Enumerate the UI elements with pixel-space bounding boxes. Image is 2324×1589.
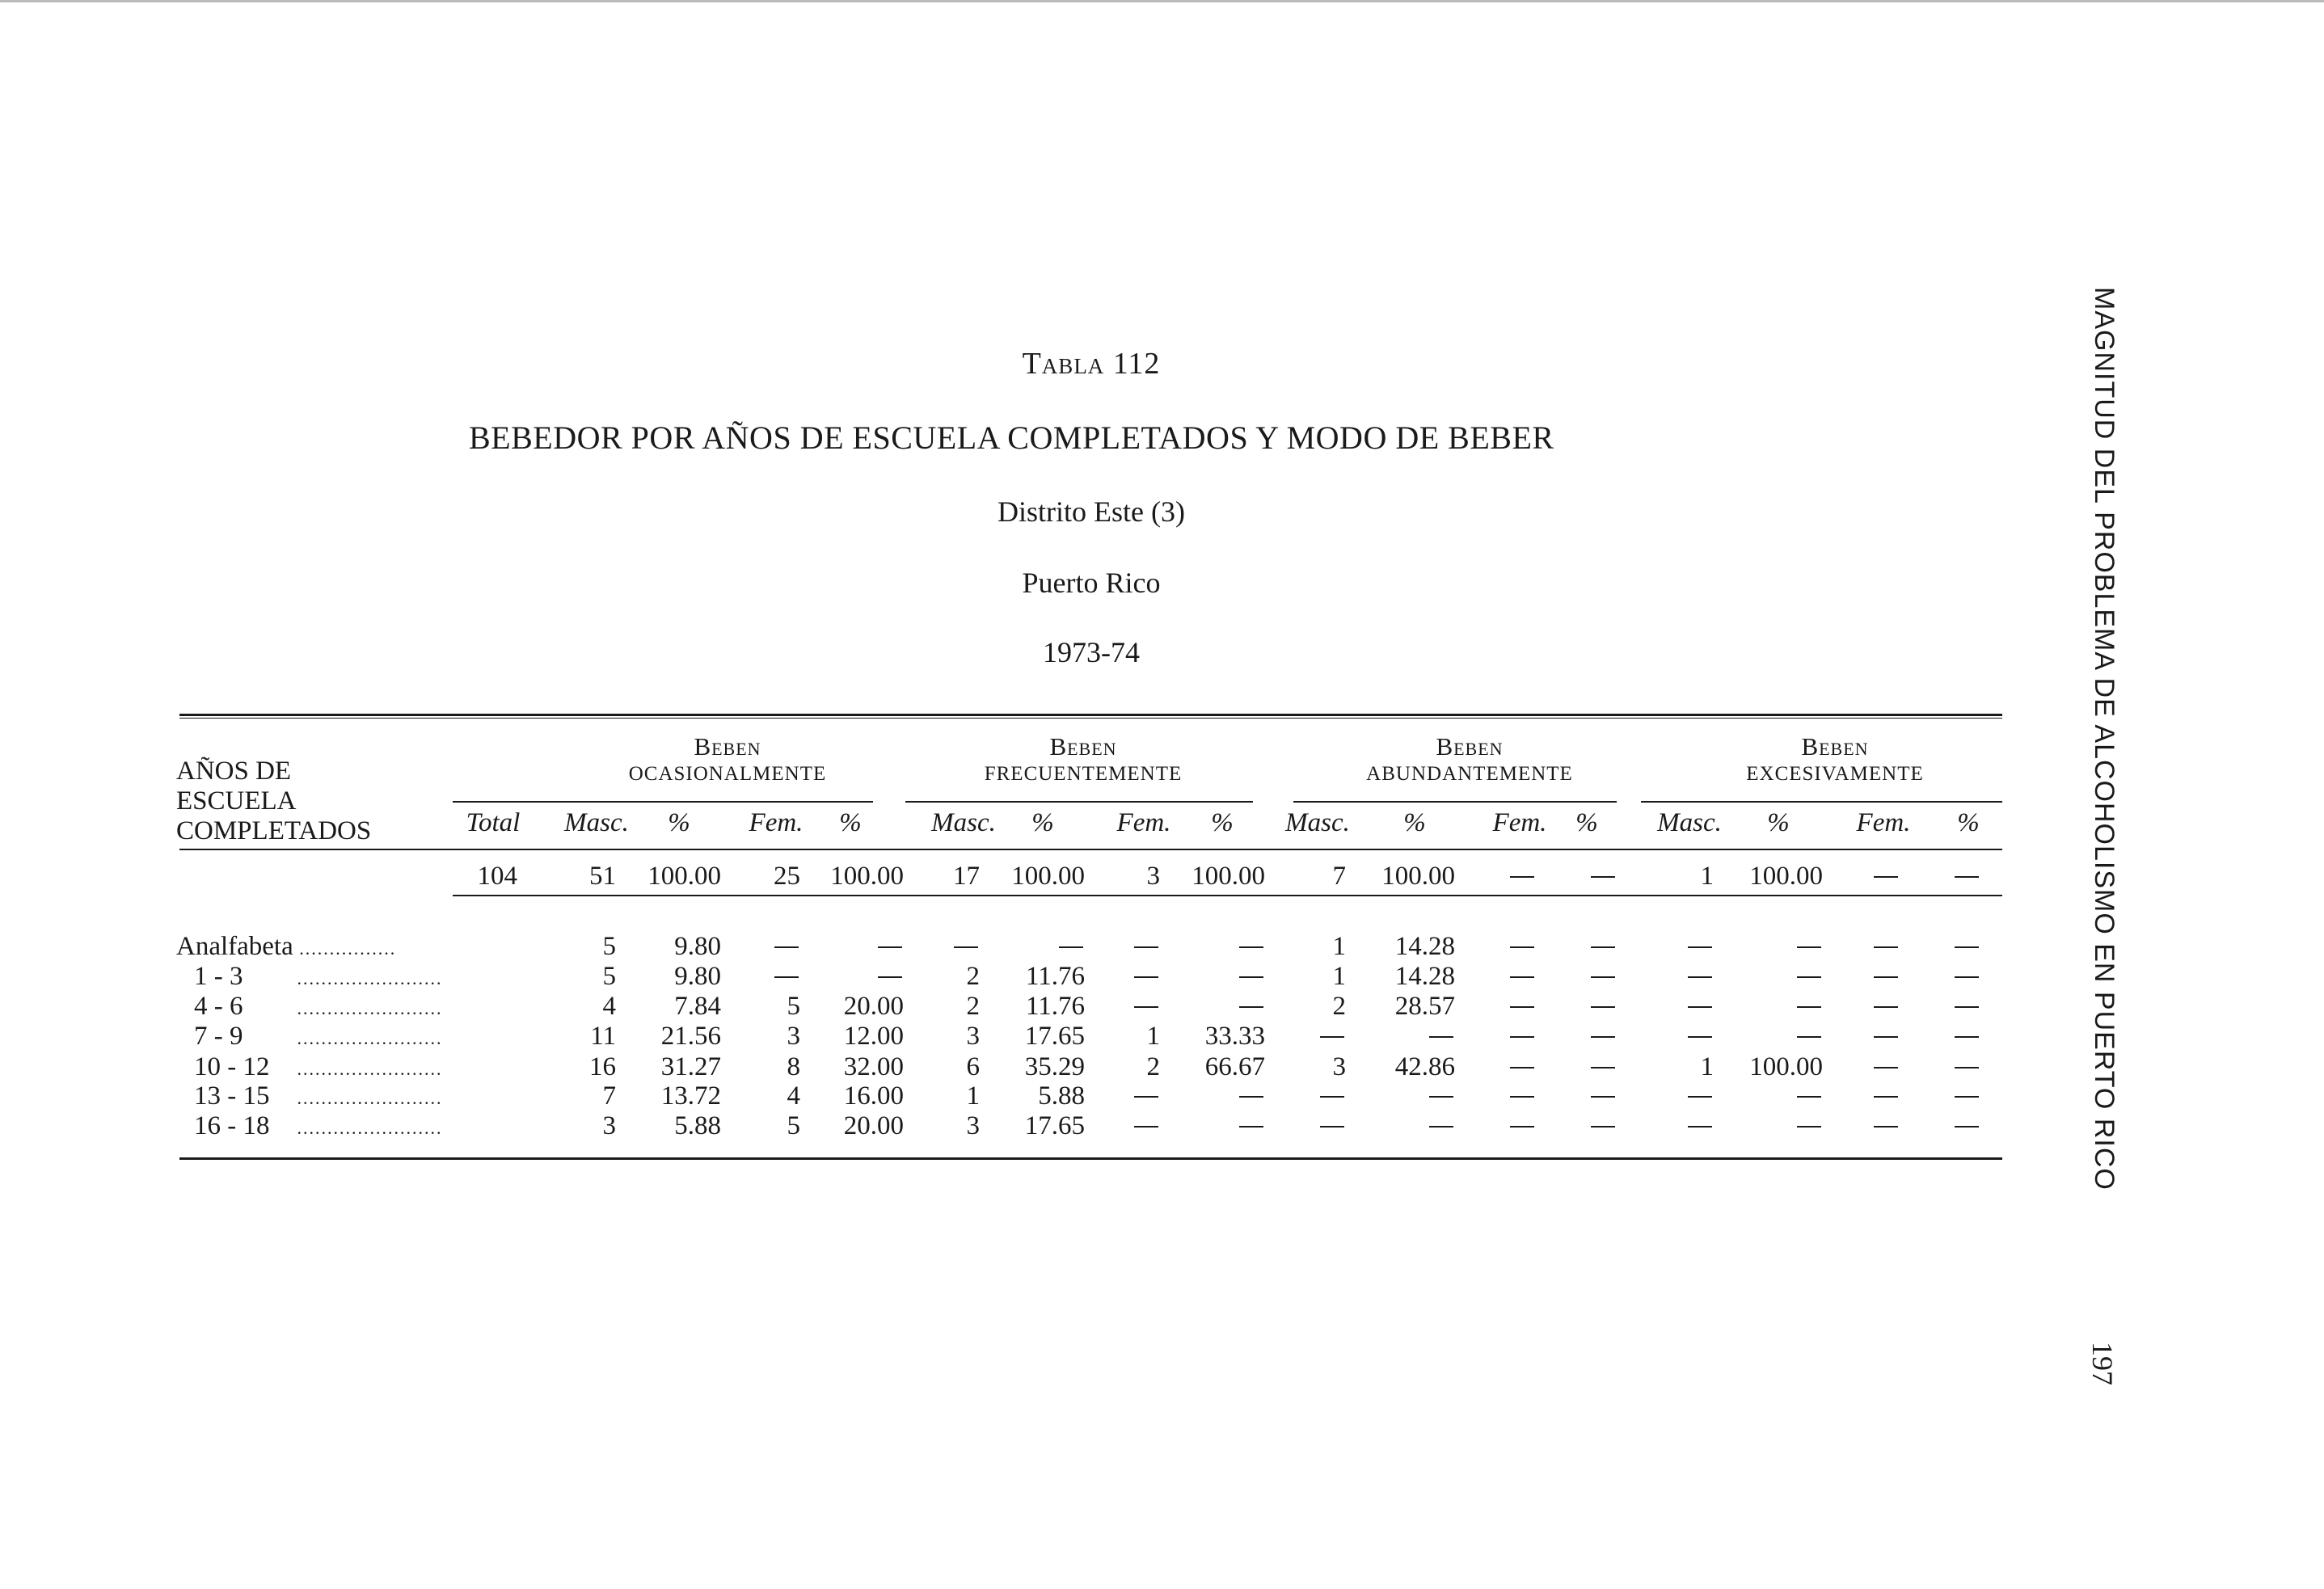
empty-cell-dash (1955, 1126, 1979, 1127)
empty-cell-dash (1510, 1006, 1534, 1008)
table-cell: 1 (1700, 1052, 1714, 1081)
group-header-top: Beben (1049, 732, 1117, 761)
empty-cell-dash (1688, 1036, 1712, 1038)
place-subtitle: Puerto Rico (1022, 567, 1161, 599)
table-cell: 3 (787, 1022, 800, 1051)
empty-cell-dash (1134, 1006, 1158, 1008)
empty-cell-dash (1688, 1126, 1712, 1127)
column-header: % (668, 808, 690, 837)
table-cell: 2 (966, 962, 980, 991)
district-subtitle: Distrito Este (3) (998, 495, 1185, 528)
group-header-top: Beben (1801, 732, 1869, 761)
empty-cell-dash (1510, 876, 1534, 878)
empty-cell-dash (1239, 1006, 1263, 1008)
leader-dots: ........................ (291, 1088, 443, 1108)
group-header (905, 732, 1261, 786)
table-cell: 28.57 (1394, 992, 1455, 1021)
table-bottom-rule (179, 1157, 2002, 1160)
empty-cell-dash (1591, 1036, 1615, 1038)
empty-cell-dash (878, 976, 902, 978)
table-cell: 1 (1146, 1022, 1160, 1051)
table-cell: 5.88 (674, 1111, 721, 1140)
table-cell: 5.88 (1038, 1081, 1085, 1111)
column-header-rule (179, 849, 2002, 850)
table-cell: 1 (1700, 862, 1714, 891)
table-cell: 33.33 (1204, 1022, 1265, 1051)
group-rule (1641, 801, 2002, 803)
table-cell: 100.00 (1749, 1052, 1823, 1081)
table-cell: 14.28 (1394, 962, 1455, 991)
table-title: BEBEDOR POR AÑOS DE ESCUELA COMPLETADOS Y MODO DE BEBER (469, 419, 1554, 456)
table-cell: 16.00 (843, 1081, 904, 1111)
stub-header-line: ESCUELA (176, 786, 297, 816)
empty-cell-dash (1134, 946, 1158, 948)
empty-cell-dash (1874, 1126, 1898, 1127)
row-label (176, 1022, 443, 1052)
group-rule (1293, 801, 1617, 803)
table-top-rule (179, 714, 2002, 716)
table-cell: 5 (787, 1111, 800, 1140)
table-cell: 1 (966, 1081, 980, 1111)
group-header-top: Beben (1436, 732, 1504, 761)
empty-cell-dash (1591, 1126, 1615, 1127)
empty-cell-dash (1320, 1096, 1344, 1098)
empty-cell-dash (1874, 1096, 1898, 1098)
table-cell: 32.00 (843, 1052, 904, 1081)
stub-header-line: COMPLETADOS (176, 816, 372, 845)
table-cell: 6 (966, 1052, 980, 1081)
table-cell: 4 (787, 1081, 800, 1111)
leader-dots: ........................ (291, 1028, 443, 1048)
column-header: % (1767, 808, 1790, 837)
empty-cell-dash (1239, 1096, 1263, 1098)
table-cell: 16 (589, 1052, 616, 1081)
group-header-bottom: EXCESIVAMENTE (1746, 763, 1924, 785)
table-cell: 11.76 (1025, 992, 1085, 1021)
empty-cell-dash (1510, 1036, 1534, 1038)
table-cell: 35.29 (1024, 1052, 1085, 1081)
empty-cell-dash (878, 946, 902, 948)
group-header-top: Beben (694, 732, 761, 761)
empty-cell-dash (1320, 1126, 1344, 1127)
empty-cell-dash (1688, 976, 1712, 978)
table-cell: 20.00 (843, 1111, 904, 1140)
table-cell: 51 (589, 862, 616, 891)
table-cell: 20.00 (843, 992, 904, 1021)
table-cell: 11.76 (1025, 962, 1085, 991)
empty-cell-dash (1510, 1067, 1534, 1068)
row-label-text: 10 - 12 (194, 1052, 270, 1081)
table-cell: 3 (602, 1111, 616, 1140)
empty-cell-dash (774, 946, 799, 948)
empty-cell-dash (1429, 1126, 1453, 1127)
table-cell: 3 (1146, 862, 1160, 891)
table-cell: 1 (1332, 932, 1346, 961)
empty-cell-dash (1591, 1006, 1615, 1008)
table-cell: 100.00 (1749, 862, 1823, 891)
empty-cell-dash (1688, 1096, 1712, 1098)
empty-cell-dash (1955, 876, 1979, 878)
empty-cell-dash (1797, 1006, 1821, 1008)
table-cell: 4 (602, 992, 616, 1021)
leader-dots: ........................ (291, 998, 443, 1018)
column-header: Fem. (749, 808, 803, 837)
table-cell: 9.80 (674, 962, 721, 991)
empty-cell-dash (1688, 946, 1712, 948)
row-label-text: Analfabeta (176, 932, 293, 961)
row-label (176, 992, 443, 1022)
table-cell: 100.00 (1192, 862, 1265, 891)
table-cell: 100.00 (830, 862, 904, 891)
row-label (176, 1052, 443, 1082)
empty-cell-dash (1874, 1067, 1898, 1068)
table-cell: 3 (1332, 1052, 1346, 1081)
table-cell: 11 (590, 1022, 616, 1051)
empty-cell-dash (1510, 1126, 1534, 1127)
column-header: % (839, 808, 862, 837)
leader-dots: ........................ (291, 968, 443, 988)
empty-cell-dash (1955, 1006, 1979, 1008)
empty-cell-dash (1059, 946, 1083, 948)
empty-cell-dash (1591, 876, 1615, 878)
empty-cell-dash (1874, 946, 1898, 948)
table-cell: 3 (966, 1022, 980, 1051)
empty-cell-dash (1874, 876, 1898, 878)
empty-cell-dash (1510, 1096, 1534, 1098)
empty-cell-dash (1320, 1036, 1344, 1038)
empty-cell-dash (1797, 1126, 1821, 1127)
leader-dots: ........................ (291, 1118, 443, 1138)
row-label-text: 1 - 3 (194, 962, 243, 991)
table-cell: 5 (787, 992, 800, 1021)
running-title: MAGNITUD DEL PROBLEMA DE ALCOHOLISMO EN PUERTO RICO (2089, 287, 2119, 1191)
table-cell: 21.56 (660, 1022, 721, 1051)
empty-cell-dash (954, 946, 978, 948)
table-cell: 17 (953, 862, 980, 891)
totals-rule (453, 895, 2002, 896)
row-label-text: 7 - 9 (194, 1022, 243, 1051)
empty-cell-dash (1239, 946, 1263, 948)
table-cell: 42.86 (1394, 1052, 1455, 1081)
table-cell: 25 (774, 862, 800, 891)
table-cell: 1 (1332, 962, 1346, 991)
column-header: Masc. (1285, 808, 1350, 837)
table-cell: 31.27 (660, 1052, 721, 1081)
empty-cell-dash (1955, 946, 1979, 948)
table-cell: 12.00 (843, 1022, 904, 1051)
empty-cell-dash (1797, 1096, 1821, 1098)
empty-cell-dash (1797, 1036, 1821, 1038)
group-header (1657, 732, 2013, 786)
group-header-bottom: FRECUENTEMENTE (984, 763, 1183, 785)
row-label (176, 962, 443, 992)
table-cell: 14.28 (1394, 932, 1455, 961)
table-cell: 66.67 (1204, 1052, 1265, 1081)
empty-cell-dash (1874, 1036, 1898, 1038)
empty-cell-dash (774, 976, 799, 978)
empty-cell-dash (1134, 1096, 1158, 1098)
leader-dots: ........................ (291, 1059, 443, 1079)
row-label (176, 1111, 443, 1141)
group-header (550, 732, 905, 786)
row-label-text: 4 - 6 (194, 992, 243, 1021)
empty-cell-dash (1955, 1067, 1979, 1068)
empty-cell-dash (1239, 1126, 1263, 1127)
empty-cell-dash (1134, 1126, 1158, 1127)
group-header (1292, 732, 1647, 786)
table-cell: 13.72 (660, 1081, 721, 1111)
empty-cell-dash (1797, 946, 1821, 948)
table-cell: 17.65 (1024, 1022, 1085, 1051)
column-header: % (1211, 808, 1234, 837)
empty-cell-dash (1429, 1036, 1453, 1038)
table-cell: 5 (602, 932, 616, 961)
table-cell: 7.84 (674, 992, 721, 1021)
table-cell: 17.65 (1024, 1111, 1085, 1140)
column-header: Masc. (931, 808, 996, 837)
column-header: Masc. (1657, 808, 1722, 837)
empty-cell-dash (1955, 1096, 1979, 1098)
column-header: % (1575, 808, 1598, 837)
column-header: % (1403, 808, 1426, 837)
column-header: Fem. (1492, 808, 1547, 837)
empty-cell-dash (1955, 1036, 1979, 1038)
empty-cell-dash (1874, 976, 1898, 978)
table-cell: 2 (966, 992, 980, 1021)
table-top-rule-thin (179, 718, 2002, 719)
table-cell: 100.00 (1011, 862, 1085, 891)
row-label (176, 1081, 443, 1111)
empty-cell-dash (1591, 1067, 1615, 1068)
row-label-text: 16 - 18 (194, 1111, 270, 1140)
table-cell: 5 (602, 962, 616, 991)
empty-cell-dash (1688, 1006, 1712, 1008)
empty-cell-dash (1510, 976, 1534, 978)
table-cell: 2 (1332, 992, 1346, 1021)
table-cell: 7 (602, 1081, 616, 1111)
table-cell: 8 (787, 1052, 800, 1081)
row-label-text: 13 - 15 (194, 1081, 270, 1111)
empty-cell-dash (1591, 1096, 1615, 1098)
group-header-bottom: ABUNDANTEMENTE (1366, 763, 1573, 785)
group-header-bottom: OCASIONALMENTE (628, 763, 827, 785)
column-header: % (1031, 808, 1054, 837)
table-cell: 3 (966, 1111, 980, 1140)
table-cell: 2 (1146, 1052, 1160, 1081)
empty-cell-dash (1874, 1006, 1898, 1008)
column-header: Total (466, 808, 521, 837)
table-cell: 100.00 (1381, 862, 1455, 891)
table-cell: 104 (477, 862, 517, 891)
row-label (176, 932, 396, 962)
empty-cell-dash (1429, 1096, 1453, 1098)
empty-cell-dash (1955, 976, 1979, 978)
column-header: % (1957, 808, 1980, 837)
column-header: Fem. (1856, 808, 1911, 837)
table-cell: 9.80 (674, 932, 721, 961)
stub-header-line: AÑOS DE (176, 757, 292, 786)
empty-cell-dash (1134, 976, 1158, 978)
column-header: Fem. (1116, 808, 1171, 837)
column-header: Masc. (564, 808, 629, 837)
empty-cell-dash (1591, 946, 1615, 948)
empty-cell-dash (1591, 976, 1615, 978)
page-number: 197 (2086, 1342, 2119, 1385)
table-cell: 100.00 (647, 862, 721, 891)
table-number: Tabla 112 (1022, 347, 1161, 381)
empty-cell-dash (1797, 976, 1821, 978)
group-rule (453, 801, 873, 803)
years-subtitle: 1973-74 (1043, 636, 1140, 668)
empty-cell-dash (1510, 946, 1534, 948)
empty-cell-dash (1239, 976, 1263, 978)
group-rule (905, 801, 1253, 803)
table-cell: 7 (1332, 862, 1346, 891)
stub-header (176, 757, 371, 846)
leader-dots: ................ (293, 938, 397, 959)
